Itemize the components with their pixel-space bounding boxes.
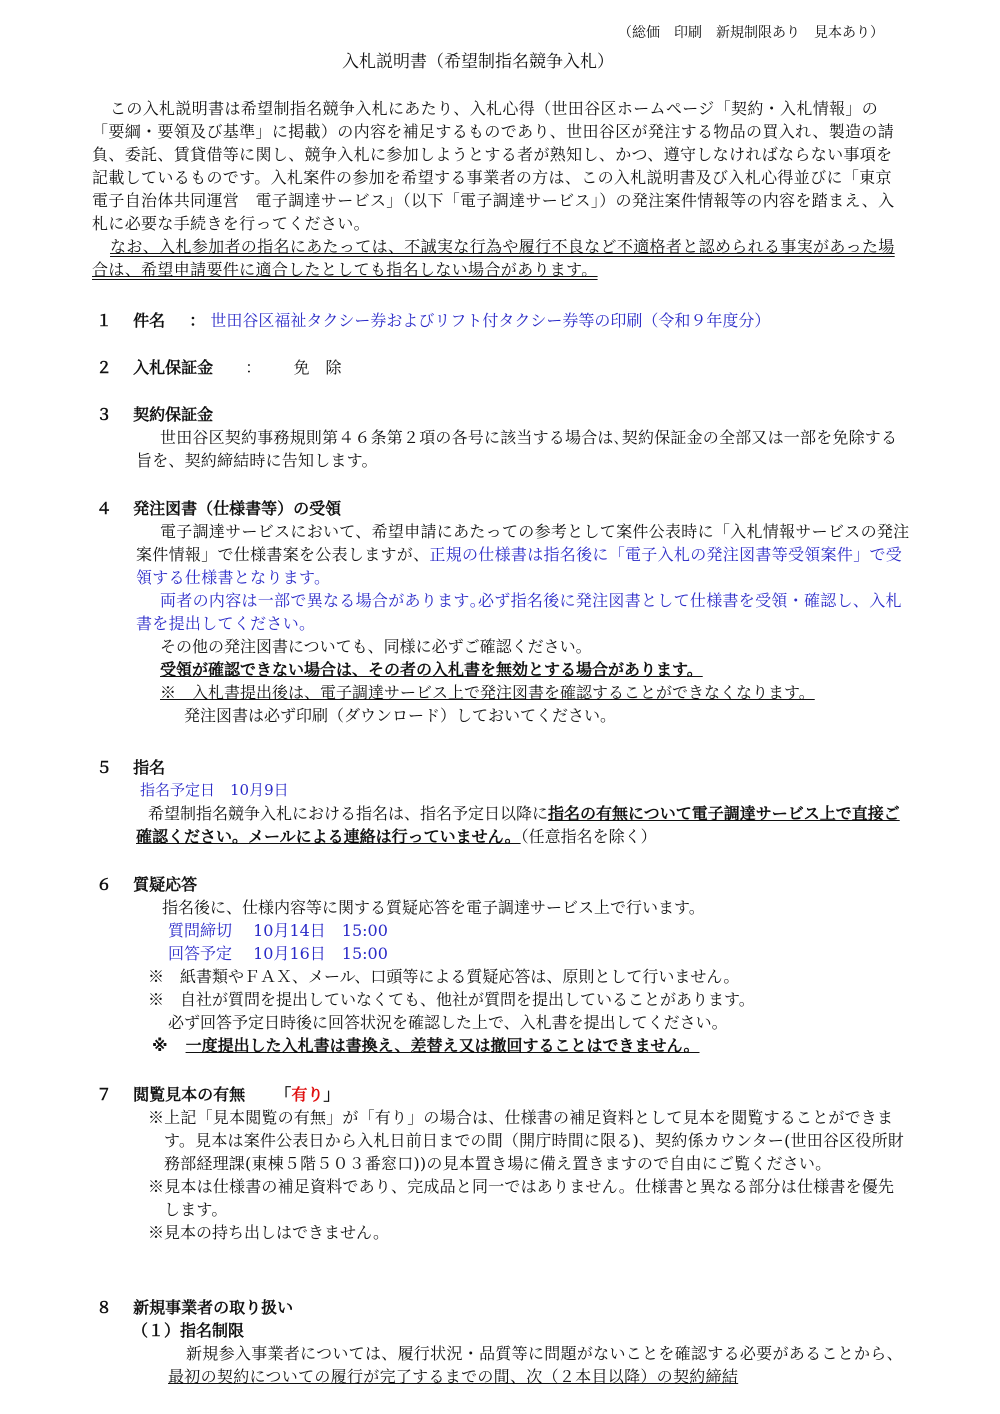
page-title: 入札説明書（希望制指名競争入札） [342,52,614,72]
section-4-para-2: 両者の内容は一部で異なる場合があります｡必ず指名後に発注図書として仕様書を受領・確認し、入札書を提出してください。 [136,591,902,633]
section-4-para-3: その他の発注図書についても、同様に必ずご確認ください。 [160,637,592,656]
section-7-note-3: ※見本の持ち出しはできません。 [148,1223,389,1242]
section-3 [96,403,910,472]
section-7 [96,1083,910,1244]
section-4-para-1b: 正規の仕様書は指名後に「電子入札の発注図書等受領案件」で受領する仕様書となります。 [136,545,903,587]
section-7-number: ７ [96,1085,113,1104]
answer-schedule: 回答予定 10月16日 15:00 [168,944,388,963]
section-6-number: ６ [96,875,113,894]
section-5-body [136,802,910,848]
question-deadline: 質問締切 10月14日 15:00 [168,921,388,940]
section-6 [96,873,910,1057]
section-4-note: ※ 入札書提出後は、電子調達サービス上で発注図書を確認することができなくなります。 [160,683,815,702]
section-2-label: 入札保証金 [133,358,214,377]
sample-quote-close: 」 [323,1085,340,1104]
section-8-body-a: 新規参入事業者については、履行状況・品質等に問題がないことを確認する必要があることから、 [186,1344,903,1363]
section-6-note-2b: 必ず回答予定日時後に回答状況を確認した上で、入札書を提出してください。 [168,1013,728,1032]
section-8-number: ８ [96,1298,113,1317]
section-7-note-2: ※見本は仕様書の補足資料であり、完成品と同一ではありません。仕様書と異なる部分は仕様書を優先します。 [148,1177,895,1219]
bid-bond-value: 免 除 [293,358,342,377]
section-6-note-2: ※ 自社が質問を提出していなくても、他社が質問を提出していることがあります。 [148,990,755,1009]
section-4 [96,497,910,727]
subsection-8-1 [132,1319,910,1342]
sample-availability: 有り [291,1085,324,1104]
section-5 [96,756,910,848]
intro-notice: なお、入札参加者の指名にあたっては、不誠実な行為や履行不良など不適格者と認められる事実があった場合は、希望申請要件に適合したとしても指名しない場合があります。 [92,237,895,279]
note-mark: ※ [152,1036,168,1055]
sample-quote-open: 「 [275,1085,292,1104]
section-7-label: 閲覧見本の有無 [133,1085,246,1104]
section-4-number: ４ [96,499,113,518]
header-note: （総価 印刷 新規制限あり 見本あり） [618,25,884,41]
section-4-para-1a: 電子調達サービスにおいて、希望申請にあたっての参考として案件公表時に「入札情報サービスの発注案件情報」で仕様書案を公表しますが、 [136,522,910,564]
section-8 [96,1296,910,1388]
section-6-label: 質疑応答 [133,875,198,894]
nomination-date: 指名予定日 10月9日 [140,781,289,799]
section-5-emphasis: 指名の有無について電子調達サービス上で直接ご確認ください。メールによる連絡は行っていません。 [136,804,900,846]
section-5-number: ５ [96,758,113,777]
section-8-body [168,1342,910,1388]
section-5-body-a: 希望制指名競争入札における指名は、指名予定日以降に [148,804,549,823]
subject-value: 世田谷区福祉タクシー券およびリフト付タクシー券等の印刷（令和９年度分） [210,311,771,330]
section-1-number: １ [96,311,113,330]
intro-section [92,97,908,281]
section-6-note-3 [152,1034,910,1057]
section-6-note-1: ※ 紙書類やＦＡＸ、メール、口頭等による質疑応答は、原則として行いません。 [148,967,740,986]
section-4-warning: 受領が確認できない場合は、その者の入札書を無効とする場合があります。 [160,660,703,679]
section-1 [96,309,916,332]
section-3-number: ３ [96,405,113,424]
section-8-body-b: 最初の契約についての履行が完了するまでの間、次（２本目以降）の契約締結 [168,1367,739,1386]
subsection-8-1-label: 指名制限 [180,1321,245,1340]
section-4-para-1 [136,520,910,589]
section-5-body-c: （任意指名を除く） [520,827,657,846]
section-3-body: 世田谷区契約事務規則第４６条第２項の各号に該当する場合は､契約保証金の全部又は一部を免除する旨を、契約締結時に告知します。 [136,428,898,470]
section-2-number: ２ [96,358,113,377]
section-3-label: 契約保証金 [133,405,214,424]
section-2 [96,356,916,379]
section-4-note-2: 発注図書は必ず印刷（ダウンロード）しておいてください。 [184,706,617,725]
subsection-8-1-number: （１） [132,1321,181,1340]
section-8-label: 新規事業者の取り扱い [133,1298,294,1317]
section-5-label: 指名 [133,758,166,777]
section-1-separator: ： [189,311,206,330]
intro-paragraph: この入札説明書は希望制指名競争入札にあたり、入札心得（世田谷区ホームページ「契約・入札情報」の「要綱・要領及び基準」に掲載）の内容を補足するものであり、世田谷区が発注する物品の買入れ、製造の請負、委託、賃貸借等に関し、競争入札に参加しようとする者が熟知し、かつ、遵守しなければならない事項を記載しているものです。入札案件の参加を希望する事業者の方は、この入札説明書及び入札心得並びに「東京電子自治体共同運営 電子調達サービス」（以下「電子調達サービス」）の発注案件情報等の内容を踏まえ、入札に必要な手続きを行ってください。 [92,99,895,233]
section-4-label: 発注図書（仕様書等）の受領 [133,499,342,518]
section-2-separator: ： [245,358,262,377]
section-7-note-1: ※上記「見本閲覧の有無」が「有り」の場合は、仕様書の補足資料として見本を閲覧することができます。見本は案件公表日から入札日前日までの間（開庁時間に限る)、契約係カウンター(世田谷区役所財務部経理課(東棟５階５０３番窓口))の見本置き場に備え置きますので自由にご覧ください。 [148,1108,904,1173]
section-1-label: 件名 [133,311,166,330]
section-6-warning: 一度提出した入札書は書換え、差替え又は撤回することはできません。 [185,1036,700,1055]
section-6-body: 指名後に、仕様内容等に関する質疑応答を電子調達サービス上で行います。 [162,898,705,917]
